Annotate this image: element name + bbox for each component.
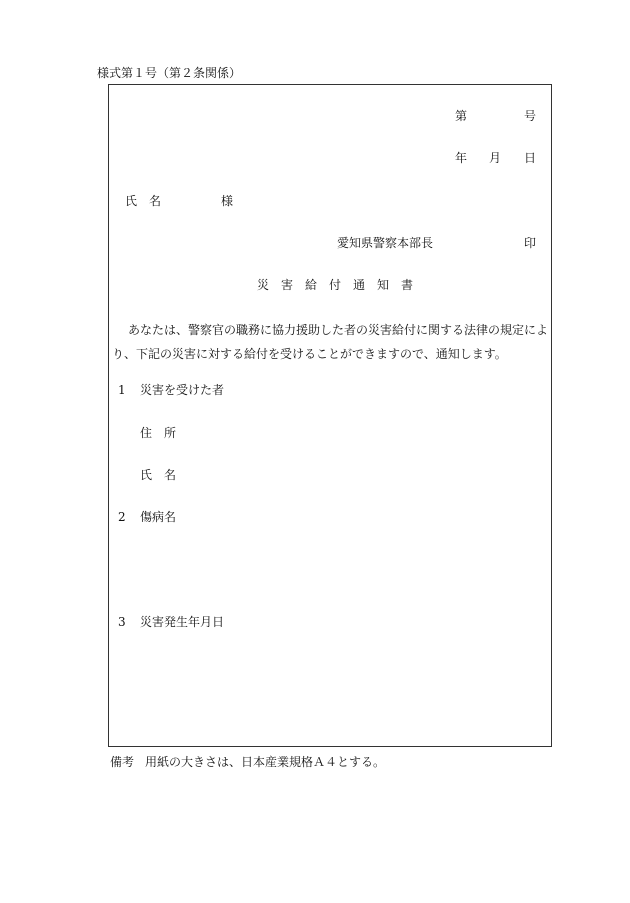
form-number: 様式第１号（第２条関係） xyxy=(97,66,242,80)
footer-note-label: 備考 xyxy=(110,755,135,769)
item-3-label: 災害発生年月日 xyxy=(140,615,225,629)
sub-name-label: 氏 名 xyxy=(140,468,177,482)
body-line-1: あなたは、警察官の職務に協力援助した者の災害給付に関する法律の規定によ xyxy=(128,323,549,337)
document-title: 災 害 給 付 通 知 書 xyxy=(257,278,414,292)
recipient-name-label: 氏 名 xyxy=(125,194,162,208)
item-1-label: 災害を受けた者 xyxy=(140,383,225,397)
date-month: 月 xyxy=(489,151,502,165)
recipient-sama: 様 xyxy=(221,194,234,208)
issuer-name: 愛知県警察本部長 xyxy=(337,236,434,250)
number-label-go: 号 xyxy=(524,109,537,123)
body-paragraph xyxy=(112,318,548,366)
item-2-label: 傷病名 xyxy=(140,510,177,524)
item-2-number: 2 xyxy=(118,510,126,524)
item-1-number: 1 xyxy=(118,383,126,397)
date-year: 年 xyxy=(455,151,468,165)
number-label-dai: 第 xyxy=(455,109,468,123)
item-3-number: 3 xyxy=(118,615,126,629)
form-frame xyxy=(108,84,552,747)
date-day: 日 xyxy=(524,151,537,165)
sub-address-label: 住 所 xyxy=(140,426,177,440)
body-line-2: り、下記の災害に対する給付を受けることができますので、通知します。 xyxy=(112,347,507,361)
footer-note-text: 用紙の大きさは、日本産業規格Ａ４とする。 xyxy=(145,755,386,769)
seal-mark: 印 xyxy=(524,236,537,250)
